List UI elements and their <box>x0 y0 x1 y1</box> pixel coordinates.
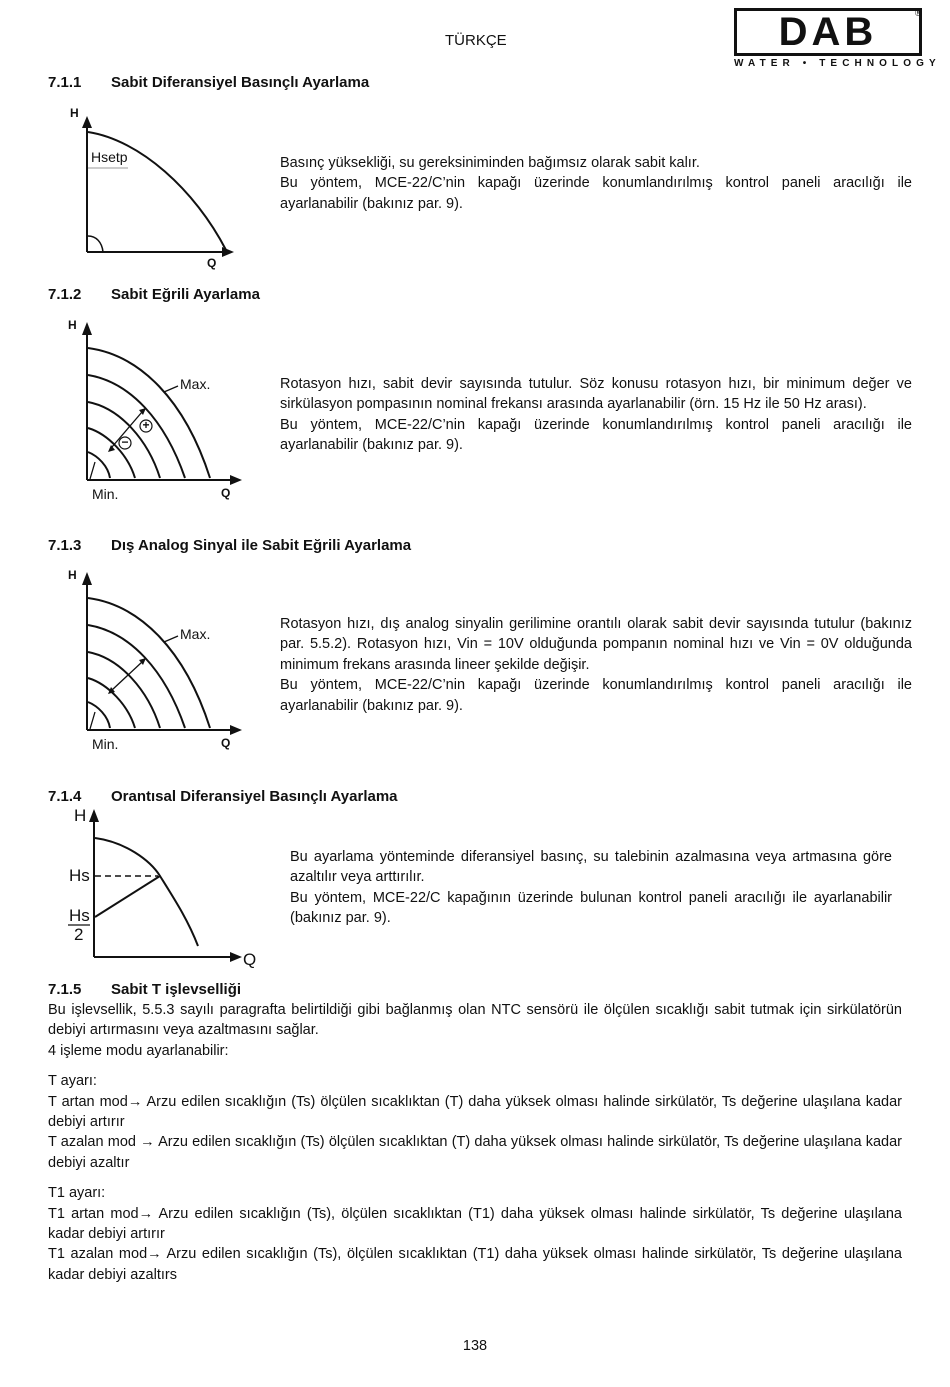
paragraph: Bu yöntem, MCE-22/C’nin kapağı üzerinde konumlandırılmış kontrol paneli aracılığı ile ayarlanabilir (bakınız par. 9). <box>280 416 912 454</box>
hs-half-numerator: Hs <box>69 906 90 925</box>
hs-half-denominator: 2 <box>74 925 84 944</box>
paragraph: 4 işleme modu ayarlanabilir: <box>48 1042 229 1059</box>
arrow-icon: → <box>127 1093 143 1110</box>
section-title: Dış Analog Sinyal ile Sabit Eğrili Ayarlama <box>111 537 412 554</box>
section-number: 7.1.5 <box>48 981 82 998</box>
mode-name: T1 artan mod <box>48 1205 139 1222</box>
axis-label-h: H <box>70 106 79 120</box>
section-title: Sabit Diferansiyel Basınçlı Ayarlama <box>111 74 370 91</box>
section-title: Orantısal Diferansiyel Basınçlı Ayarlama <box>111 788 398 805</box>
section-number: 7.1.1 <box>48 74 82 91</box>
arrow-icon: → <box>147 1246 162 1263</box>
mode-item <box>48 1244 902 1285</box>
hs-label: Hs <box>69 866 90 885</box>
mode-item <box>48 1132 902 1173</box>
max-label: Max. <box>180 626 211 642</box>
axis-label-h: H <box>74 806 87 825</box>
axis-label-q: Q <box>221 736 231 750</box>
paragraph: Bu ayarlama yönteminde diferansiyel basınç, su talebinin azalmasına veya artmasına göre azaltılır veya arttırılır. <box>290 849 892 886</box>
mode-name: T azalan mod <box>48 1134 141 1151</box>
paragraph: Rotasyon hızı, dış analog sinyalin gerilimine orantılı olarak sabit devir sayısında tutulur (bakınız par. 5.5.2). Rotasyon hızı, Vin = 10V olduğunda pompanın nominal hızı ve Vin = 0V olduğunda minimum frekans arasında lineer şekilde değişir. <box>280 616 912 673</box>
minus-icon: − <box>121 435 129 449</box>
plus-icon: + <box>142 418 150 432</box>
t-setting-heading: T ayarı: <box>48 1073 97 1090</box>
section-number: 7.1.2 <box>48 286 82 303</box>
section-number: 7.1.4 <box>48 788 82 805</box>
axis-label-q: Q <box>243 950 257 969</box>
min-label: Min. <box>92 486 119 502</box>
section-title: Sabit Eğrili Ayarlama <box>111 286 260 303</box>
arrow-icon: → <box>138 1205 154 1222</box>
axis-label-h: H <box>68 318 77 332</box>
mode-text: Arzu edilen sıcaklığın (Ts) ölçülen sıcaklıktan (T) daha yüksek olması halinde sirkülatör, Ts değerine ulaşılana kadar debiyi azaltır <box>48 1134 903 1171</box>
hsetp-label: Hsetp <box>91 149 128 165</box>
constant-t-description <box>48 1000 902 1285</box>
paragraph: Basınç yüksekliği, su gereksiniminden bağımsız olarak sabit kalır. <box>280 155 700 171</box>
mode-text: Arzu edilen sıcaklığın (Ts), ölçülen sıcaklıktan (T1) daha yüksek olması halinde sirkülatör, Ts değerine ulaşılana kadar debiyi azaltırs <box>48 1246 902 1283</box>
axis-label-h: H <box>68 568 77 582</box>
t1-setting-heading: T1 ayarı: <box>48 1185 106 1202</box>
paragraph: Bu yöntem, MCE-22/C’nin kapağı üzerinde konumlandırılmış kontrol paneli aracılığı ile ayarlanabilir (bakınız par. 9). <box>280 677 912 714</box>
axis-label-q: Q <box>207 256 217 270</box>
registered-mark: ® <box>915 8 922 18</box>
mode-text: Arzu edilen sıcaklığın (Ts) ölçülen sıcaklıktan (T) daha yüksek olması halinde sirkülatör, Ts değerine ulaşılana kadar debiyi artırır <box>48 1093 902 1131</box>
section-title: Sabit T işlevselliği <box>111 981 242 998</box>
mode-item <box>48 1204 902 1245</box>
dab-logo-tagline: WATER • TECHNOLOGY <box>734 58 941 69</box>
mode-item <box>48 1092 902 1133</box>
page-language-header: TÜRKÇE <box>445 32 507 49</box>
paragraph: Bu işlevsellik, 5.5.3 sayılı paragrafta belirtildiği gibi bağlanmış olan NTC sensörü ile ölçülen sıcaklığı sabit tutmak için sirkülatörün debiyi artırmasını veya azaltmasını sağlar. <box>48 1002 902 1039</box>
mode-text: Arzu edilen sıcaklığın (Ts), ölçülen sıcaklıktan (T1) daha yüksek olması halinde sirkülatör, Ts değerine ulaşılana kadar debiyi artırır <box>48 1205 902 1243</box>
paragraph: Bu yöntem, MCE-22/C kapağının üzerinde bulunan kontrol paneli aracılığı ile ayarlanabilir (bakınız par. 9). <box>290 889 892 927</box>
mode-name: T artan mod <box>48 1093 128 1110</box>
page-number: 138 <box>462 1338 488 1354</box>
axis-label-q: Q <box>221 486 231 500</box>
arrow-icon: → <box>140 1134 155 1151</box>
paragraph: Rotasyon hızı, sabit devir sayısında tutulur. Söz konusu rotasyon hızı, bir minimum değer ve sirkülasyon pompasının nominal frekansı arasında ayarlanabilir (örn. 15 Hz ile 50 Hz arası). <box>280 376 912 413</box>
mode-name: T1 azalan mod <box>48 1246 148 1263</box>
section-number: 7.1.3 <box>48 537 82 554</box>
section-text <box>290 847 892 929</box>
min-label: Min. <box>92 736 119 752</box>
dab-logo: DAB <box>778 9 878 54</box>
paragraph: Bu yöntem, MCE-22/C’nin kapağı üzerinde konumlandırılmış kontrol paneli aracılığı ile ayarlanabilir (bakınız par. 9). <box>280 175 912 212</box>
max-label: Max. <box>180 376 211 392</box>
